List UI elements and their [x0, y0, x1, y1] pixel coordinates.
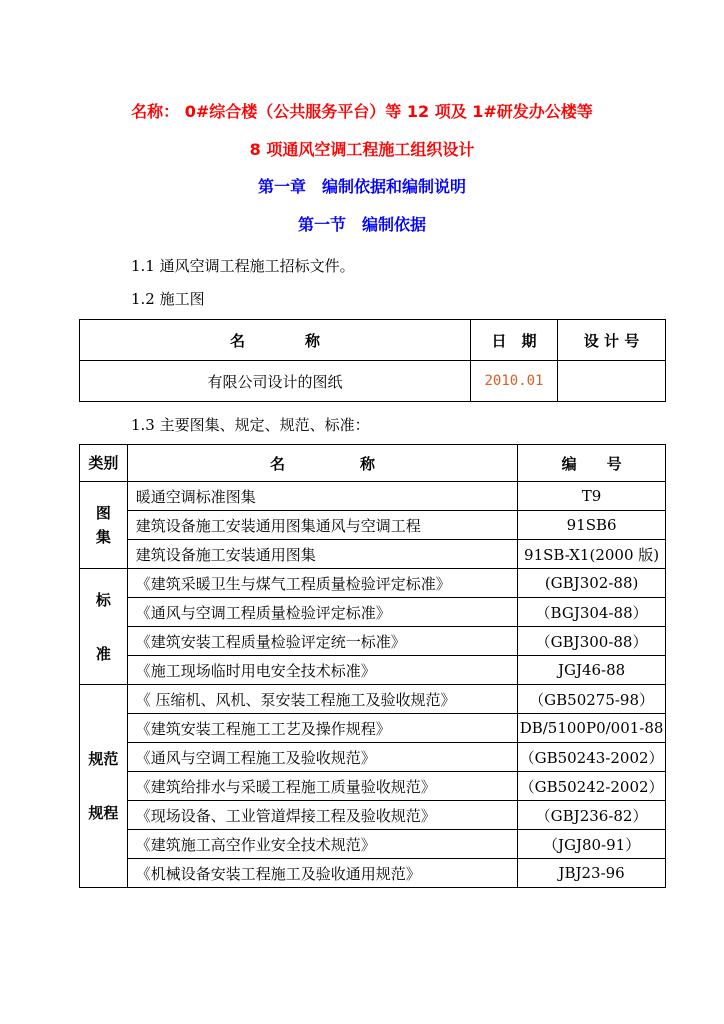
- table-row: [80, 656, 666, 685]
- standard-name-cell: 《现场设备、工业管道焊接工程及验收规范》: [127, 801, 517, 830]
- standard-name-cell: 《通风与空调工程施工及验收规范》: [127, 743, 517, 772]
- drawing-name-cell: 有限公司设计的图纸: [80, 361, 471, 402]
- standard-code-cell: （GB50243-2002）: [518, 743, 666, 772]
- standard-name-cell: 《建筑给排水与采暖工程施工质量验收规范》: [127, 772, 517, 801]
- standard-code-cell: JGJ46-88: [518, 656, 666, 685]
- category-spec-line2: 规程: [88, 804, 119, 822]
- paragraph-standards: 1.3 主要图集、规定、规范、标准：: [131, 416, 370, 434]
- table-row: [80, 685, 666, 714]
- standard-name-cell: 《建筑安装工程施工工艺及操作规程》: [127, 714, 517, 743]
- table-row: [80, 361, 666, 402]
- standard-name-cell: 建筑设备施工安装通用图集通风与空调工程: [127, 511, 517, 540]
- category-atlas-char2: 集: [95, 528, 111, 546]
- table-row: [80, 598, 666, 627]
- table-row: [80, 714, 666, 743]
- table-row: [80, 801, 666, 830]
- standard-name-cell: 《建筑采暖卫生与煤气工程质量检验评定标准》: [127, 569, 517, 598]
- header-date: 日 期: [471, 320, 558, 361]
- section-heading: 第一节 编制依据: [297, 215, 426, 234]
- standard-code-cell: （GB50275-98）: [518, 685, 666, 714]
- table-row: [80, 511, 666, 540]
- table-row: [80, 540, 666, 569]
- standard-name-cell: 《建筑安装工程质量检验评定统一标准》: [127, 627, 517, 656]
- category-spec: [80, 685, 128, 888]
- table-row: [80, 772, 666, 801]
- standard-code-cell: DB/5100P0/001-88: [518, 714, 666, 743]
- standard-code-cell: （BGJ304-88）: [518, 598, 666, 627]
- standard-name-cell: 《施工现场临时用电安全技术标准》: [127, 656, 517, 685]
- table-row: [80, 482, 666, 511]
- standard-name-cell: 《通风与空调工程质量检验评定标准》: [127, 598, 517, 627]
- standard-code-cell: (GBJ302-88): [518, 569, 666, 598]
- standard-code-cell: （GB50242-2002）: [518, 772, 666, 801]
- table-row: [80, 627, 666, 656]
- standard-code-cell: 91SB6: [518, 511, 666, 540]
- header-name: 名 称: [127, 445, 517, 482]
- category-standard-char2: 准: [95, 644, 111, 663]
- standard-code-cell: JBJ23-96: [518, 859, 666, 888]
- table-row: [80, 859, 666, 888]
- standard-code-cell: 91SB-X1(2000 版): [518, 540, 666, 569]
- standard-code-cell: （JGJ80-91）: [518, 830, 666, 859]
- standard-name-cell: 《 压缩机、风机、泵安装工程施工及验收规范》: [127, 685, 517, 714]
- table-row: [80, 743, 666, 772]
- document-title-line1: 名称： 0#综合楼（公共服务平台）等 12 项及 1#研发办公楼等: [131, 102, 593, 121]
- standards-table: [79, 444, 666, 888]
- standard-name-cell: 《机械设备安装工程施工及验收通用规范》: [127, 859, 517, 888]
- standard-code-cell: （GBJ236-82）: [518, 801, 666, 830]
- table-row: [80, 569, 666, 598]
- drawing-table-header: [80, 320, 666, 361]
- category-standard: [80, 569, 128, 685]
- standard-name-cell: 《建筑施工高空作业安全技术规范》: [127, 830, 517, 859]
- standard-name-cell: 建筑设备施工安装通用图集: [127, 540, 517, 569]
- category-atlas-char1: 图: [95, 504, 111, 522]
- standards-table-header: [80, 445, 666, 482]
- paragraph-tender-docs: 1.1 通风空调工程施工招标文件。: [131, 257, 355, 275]
- header-name: 名 称: [80, 320, 471, 361]
- header-code: 编 号: [518, 445, 666, 482]
- header-category: 类别: [80, 445, 128, 482]
- chapter-heading: 第一章 编制依据和编制说明: [257, 177, 466, 196]
- category-spec-line1: 规范: [88, 750, 119, 768]
- standard-name-cell: 暖通空调标准图集: [127, 482, 517, 511]
- standard-code-cell: T9: [518, 482, 666, 511]
- header-design-no: 设 计 号: [558, 320, 666, 361]
- category-standard-char1: 标: [95, 590, 111, 609]
- drawing-date-cell: 2010.01: [471, 361, 558, 402]
- drawing-table: [79, 319, 666, 402]
- document-title-line2: 8 项通风空调工程施工组织设计: [249, 140, 475, 159]
- paragraph-drawings: 1.2 施工图: [131, 290, 205, 308]
- category-atlas: [80, 482, 128, 569]
- drawing-design-no-cell: [558, 361, 666, 402]
- table-row: [80, 830, 666, 859]
- standard-code-cell: （GBJ300-88）: [518, 627, 666, 656]
